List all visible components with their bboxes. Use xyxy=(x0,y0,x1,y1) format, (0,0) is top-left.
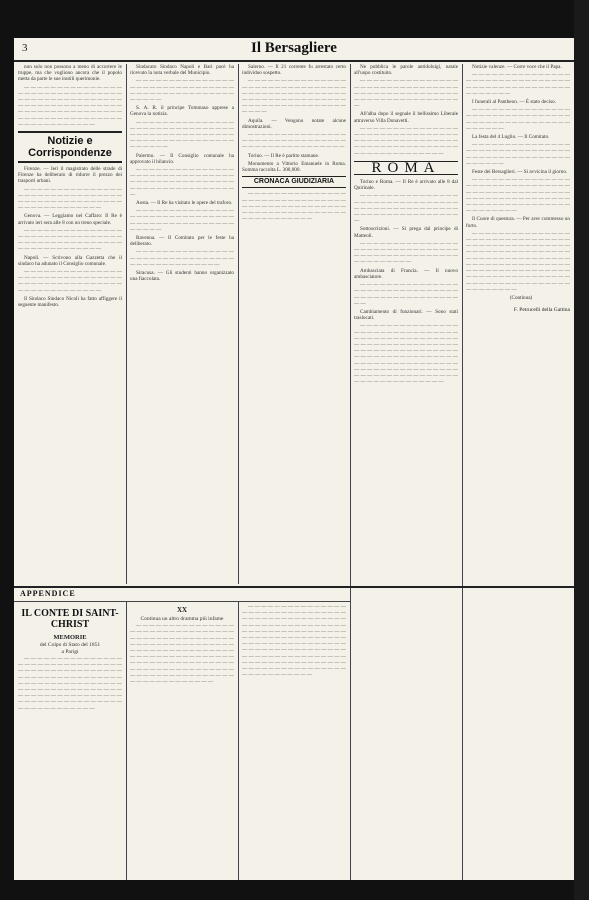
feuilleton-title: IL CONTE DI SAINT-CHRIST xyxy=(21,608,119,630)
body-text: — — — — — — — — — — — — — — — — — — — — — — — — — — — — — — — — — — — — — — — — — — — — — — — — — — — — — — — — — — — — — — — — — — — — — — — — — — xyxy=(242,191,346,223)
body-text: — — — — — — — — — — — — — — — — — — — — — — — — — — — — — — — — — — — — — — — — — — — — — — — — — — — — — — — — — — — — — — — — — — — — — — — — — — — — — — — — — — — — — — — — — — — — — — — — — — — — — — — — — — — — — — — — — — — — — — — — — — — — — — — — — — — — — — — — — — — — — — — — — — — — — — — — — — — — xyxy=(130,623,234,686)
column-rule xyxy=(126,64,127,584)
body-text: — — — — — — — — — — — — — — — — — — — — — — — — — — — — — — — — — — — — — — — — — — — — — — — xyxy=(242,132,346,151)
feuilleton-col-1 xyxy=(18,604,122,878)
news-item: La festa del 4 Luglio. — Il Comitato. xyxy=(472,134,550,141)
newspaper-title: Il Bersagliere xyxy=(251,40,337,56)
roma-heading: ROMA xyxy=(354,161,458,175)
news-item: Napoli. — Scrivono alla Gazzetta che il sindaco ha adunato il Consiglio comunale. xyxy=(18,254,122,267)
feuilleton-subtitle: MEMORIE xyxy=(53,634,87,641)
body-text: — — — — — — — — — — — — — — — — — — — — — — — — — — — — — — — — — — — — — — — — — — — — — — — — — — — — — xyxy=(466,107,570,132)
newspaper-page xyxy=(14,38,574,880)
news-item: Il Sindaco Sindaco Nicoli ha fatto affiggere il seguente manifesto. xyxy=(18,295,122,309)
section-heading: Notizie e Corrispondenze xyxy=(18,131,122,163)
column-rule xyxy=(126,602,127,880)
appendix-bar xyxy=(14,586,574,602)
cronaca-heading: CRONACA GIUDIZIARIA xyxy=(242,176,346,188)
news-item: Monumento a Vittorio Emanuele in Roma. Somma raccolta L. 300,000. xyxy=(242,160,346,174)
body-text: — — — — — — — — — — — — — — — — — — — — — — — — — — — — — — — — — — — — — — — — — — — — — — — — — — — — — — — — — — — — xyxy=(18,186,122,212)
column-2 xyxy=(130,64,234,584)
news-item: Genova. — Leggiamo nel Caffaro: Il Re è arrivato ieri sera alle 8 con un treno speciale. xyxy=(18,213,122,226)
body-text: — — — — — — — — — — — — — — — — — — — — — — — — — — — — — — — — — — — — — — — — — — — — — — — — — — — — — — — — — — — — — — — — xyxy=(354,193,458,225)
column-rule xyxy=(350,64,351,880)
news-item: Palermo. — Il Consiglio comunale ha approvato il bilancio. xyxy=(130,152,234,165)
news-item: S. A. R. il principe Tommaso apprese a Genova la notizia. xyxy=(130,105,234,118)
body-text: — — — — — — — — — — — — — — — — — — — — — — — — — — — — — — — — — — — — — — — — — — — — — — — — — — — — xyxy=(130,208,234,233)
body-text: — — — — — — — — — — — — — — — — — — — — — — — — — — — — — — — — — — — — — — — — — — — — — — — — — xyxy=(354,282,458,307)
body-text: — — — — — — — — — — — — — — — — — — — — — — — — — — — — — — — — — — — — — — — — — — — — — — — — — — — — — — — — — — — — — — — — — — — — — xyxy=(130,119,234,151)
column-rule xyxy=(238,602,239,880)
feuilleton-col-3 xyxy=(242,604,346,878)
column-rule xyxy=(238,64,239,584)
body-text: — — — — — — — — — — — — — — — — — — — — — — — — — — — — — — — — — — — — — — — — — — — — — xyxy=(130,249,234,268)
appendix-rule xyxy=(14,601,350,602)
body-text: — — — — — — — — — — — — — — — — — — — — — — — — — — — — — — — — — — — — — — — — — — — — — — — — — — — — — — xyxy=(466,72,570,97)
feuilleton-subtitle-3: a Parigi xyxy=(61,649,79,655)
column-5 xyxy=(466,64,570,876)
body-text: — — — — — — — — — — — — — — — — — — — — — — — — — — — — — — — — — — — — — — — — — — — — — — — — — — — — — xyxy=(466,142,570,167)
news-item: Sindacato Sindaco Napoli e Bari pacè ha ricevuto la nota verbale del Municipio. xyxy=(130,64,234,77)
news-item: Torino. — Il Re è partito stamane. xyxy=(248,152,320,159)
body-text: — — — — — — — — — — — — — — — — — — — — — — — — — — — — — — — — — — — — — — — — — — — — — — — — — — — — — — — — — — — — — — — — — — — — — — — — — — — — — — — — — — — — — — — — — — — — — — — — — — — — — — — — — — — xyxy=(18,84,122,128)
news-item: Feste dei Bersaglieri. — Si avvicina il giorno. xyxy=(472,169,568,176)
body-text: — — — — — — — — — — — — — — — — — — — — — — — — — — — — — — — — — — — — — — — — — — — — — — — — — — — — — — — — — — — — — — — — — — — — — — — — — — — — — — — — — — — xyxy=(242,78,346,116)
body-text: — — — — — — — — — — — — — — — — — — — — — — — — — — — — — — — — — — — — — — — — — — — — — — — — — — — — — — — — — — — — — — — — — — — — — — — — — — — — — — — — — — — — — — — — — — — — — — — — — — — — — — — — — — — — — — — — — — — — — — — — — — — — — — — — — — — — — — — — — — — xyxy=(18,656,122,712)
news-item: All'alba dopo il segnale il bellissimo Liberale attraverso Villa Donavetti. xyxy=(354,111,458,124)
feuilleton-col-2 xyxy=(130,604,234,878)
column-4 xyxy=(354,64,458,876)
scan-border-right xyxy=(574,0,589,900)
news-item: Aosta. — Il Re ha visitato le opere del traforo. xyxy=(136,200,233,207)
continua-note: (Continua) xyxy=(509,294,533,301)
body-text: — — — — — — — — — — — — — — — — — — — — — — — — — — — — — — — — — — — — — — — — — — — — — — — — — — — — — — — — — — — — — — — — — — — — — — — — — — — — — — — — — — — — — — — — — — — — — — — — — — — — — — — — — — — — — — — — — — — — — — — — — — — — — — — — — — — — — — — — — — — — — — — — — — — — — — — xyxy=(466,230,570,293)
news-item: Siracusa. — Gli studenti hanno organizzato una fiaccolata. xyxy=(130,270,234,283)
body-text: — — — — — — — — — — — — — — — — — — — — — — — — — — — — — — — — — — — — — — — — — — — — — — — — — — — — — — — — — — — — — — — — — — — — — — — — — — — — — — — — — — — — — — — — — — — — — — — — — — — — — — — — — — — — — — — — — — — — — — — — — — — — — — — — — — — — — — — — — — — — — — — — — — — — — — — — — — — — — xyxy=(354,323,458,386)
news-item: Salerno. — Il 21 corrente fu arrestato certo individuo sospetto. xyxy=(242,64,346,77)
body-text: — — — — — — — — — — — — — — — — — — — — — — — — — — — — — — — — — — — — — — — — — — — — — — — — — — — — — — — — xyxy=(354,240,458,266)
author-signature: F. Petrucelli della Gattina xyxy=(513,307,570,314)
news-item: Ambasciata di Francia. — Il nuovo ambasciatore. xyxy=(354,267,458,280)
body-text: — — — — — — — — — — — — — — — — — — — — — — — — — — — — — — — — — — — — — — — — — — — — — — — — — — — — — — — — — — — — xyxy=(18,227,122,253)
body-text: — — — — — — — — — — — — — — — — — — — — — — — — — — — — — — — — — — — — — — — — — — — — — — — — — — — — — — — — — — — — — — — — — — — — — — — — — — — — — — — — — — — — — — — — — — — — — — — — — — — — — — — — — — — — — — — — — — — — — — — — — — — — — — — — — — — — — — — — — — — — — — — — — — — — — — — — — — — — — — — — — — — — — — — — — — — — — — — — — — — — — — — — — — xyxy=(242,604,346,679)
news-item: I funerali al Pantheon. — È stato deciso. xyxy=(472,99,556,106)
intro-text: non solo non possono a meno di accorrere le truppe, ma che vogliono ancora che il popolo metta da parte le sue inutili querimonie. xyxy=(18,64,122,83)
page-number: 3 xyxy=(22,42,28,54)
body-text: — — — — — — — — — — — — — — — — — — — — — — — — — — — — — — — — — — — — — — — — — — — — — — — — — — — — — — — — — — — — — — — — xyxy=(354,78,458,110)
column-3 xyxy=(242,64,346,584)
scan-border-top xyxy=(0,0,589,38)
column-1 xyxy=(18,64,122,584)
column-rule xyxy=(462,64,463,880)
news-item: Ne pubblica le parole antidoluigi, natale all'uopo costituito. xyxy=(354,64,458,77)
news-item: Torino e Roma. — Il Re è arrivato alle 8 dal Quirinale. xyxy=(354,179,458,192)
page-header xyxy=(14,38,574,62)
chapter-title: Continua un altro dramma più infame xyxy=(140,616,224,623)
appendix-label: APPENDICE xyxy=(20,589,76,598)
news-item: Cambiamento di funzionari. — Sono stati traslocati. xyxy=(354,308,458,322)
news-item: Il Cuore di questura. — Per aver commesso un furto. xyxy=(466,216,570,229)
chapter-number: XX xyxy=(176,606,188,614)
news-item: Aquila. — Vengono notate alcune dimostrazioni. xyxy=(242,117,346,130)
news-item: Firenze. — Ieri il magistrato delle strade di Firenze ha deliberato di ridurre il prezzo dei trasporti urbani. xyxy=(18,166,122,185)
feuilleton-subtitle-2: del Colpo di Stato del 1851 xyxy=(39,642,101,648)
news-item: Ravenna. — Il Comitato per le feste ha deliberato. xyxy=(130,235,234,248)
body-text: — — — — — — — — — — — — — — — — — — — — — — — — — — — — — — — — — — — — — — — — — — — — — — — — — — — — — — — — — — — — — — — — — — — — — — — — — — — — — xyxy=(354,125,458,157)
body-text: — — — — — — — — — — — — — — — — — — — — — — — — — — — — — — — — — — — — — — — — — — — — — — — — — — — — — — — — — — — — — — — — xyxy=(130,167,234,198)
body-text: — — — — — — — — — — — — — — — — — — — — — — — — — — — — — — — — — — — — — — — — — — — — — — — — — — — — — — — — — — — — xyxy=(18,269,122,294)
body-text: — — — — — — — — — — — — — — — — — — — — — — — — — — — — — — — — — — — — — — — — — — — — — — — — — — — — xyxy=(130,78,234,104)
news-item: Sottoscrizioni. — Si prega dal principe di Matteoli. xyxy=(354,226,458,239)
body-text: — — — — — — — — — — — — — — — — — — — — — — — — — — — — — — — — — — — — — — — — — — — — — — — — — — — — — — — — — — — — — — — — — — — — — — — — — — — — — — — — — — — — — — — xyxy=(466,177,570,215)
news-item: Notizie valenze. — Corre voce che il Papa. xyxy=(472,64,562,70)
